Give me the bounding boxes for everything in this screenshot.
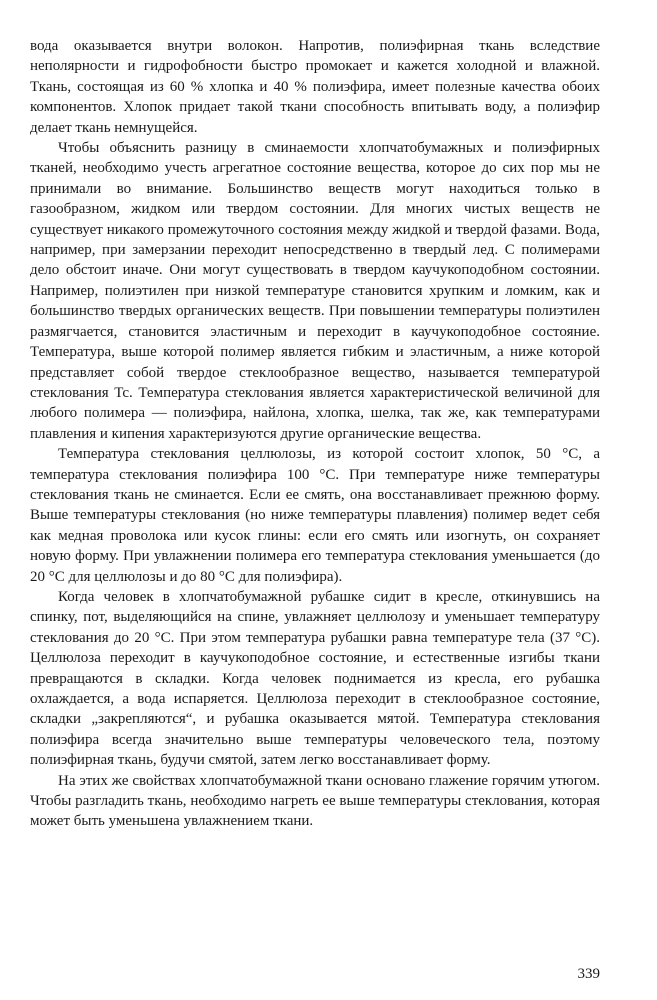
page-number: 339 bbox=[577, 966, 600, 982]
paragraph-3: Температура стеклования целлюлозы, из которой состоит хлопок, 50 °C, а температура стеклования полиэфира 100 °C. При температуре ниже температуры стеклования ткань не сминается. Если ее смять, она восстанавливает прежнюю форму. Выше температуры стеклования (но ниже температуры плавления) полимер ведет себя как медная проволока или кусок глины: если его смять или изогнуть, он сохраняет новую форму. При увлажнении полимера его температура стеклования уменьшается (до 20 °C для целлюлозы и до 80 °C для полиэфира). bbox=[30, 446, 600, 585]
paragraph-4: Когда человек в хлопчатобумажной рубашке сидит в кресле, откинувшись на спинку, пот, выделяющийся на спине, увлажняет целлюлозу и уменьшает температуру стеклования до 20 °C. При этом температура рубашки равна температуре тела (37 °C). Целлюлоза переходит в каучукоподобное состояние, и естественные изгибы ткани превращаются в складки. Когда человек поднимается из кресла, его рубашка охлаждается, а вода испаряется. Целлюлоза переходит в стеклообразное состояние, складки „закрепляются“, и рубашка оказывается мятой. Температура стеклования полиэфира всегда значительно выше температуры человеческого тела, поэтому полиэфирная ткань, будучи смятой, затем легко восстанавливает форму. bbox=[30, 588, 600, 769]
paragraph-5: На этих же свойствах хлопчатобумажной ткани основано глажение горячим утюгом. Чтобы разгладить ткань, необходимо нагреть ее выше температуры стеклования, которая может быть уменьшена увлажнением ткани. bbox=[30, 772, 600, 830]
paragraph-1: вода оказывается внутри волокон. Напротив, полиэфирная ткань вследствие неполярности и гидрофобности быстро промокает и кажется холодной и влажной. Ткань, состоящая из 60 % хлопка и 40 % полиэфира, имеет полезные качества обоих компонентов. Хлопок придает такой ткани способность впитывать воду, а полиэфир делает ткань немнущейся. bbox=[30, 38, 600, 136]
page-body bbox=[30, 36, 600, 832]
paragraph-2: Чтобы объяснить разницу в сминаемости хлопчатобумажных и полиэфирных тканей, необходимо учесть агрегатное состояние вещества, которое до сих пор мы не принимали во внимание. Большинство веществ могут находиться только в газообразном, жидком или твердом состоянии. Для многих чистых веществ не существует никакого промежуточного состояния между жидкой и твердой фазами. Вода, например, при замерзании переходит непосредственно в твердый лед. С полимерами дело обстоит иначе. Они могут существовать в твердом каучукоподобном состоянии. Например, полиэтилен при низкой температуре становится хрупким и ломким, как и большинство твердых органических веществ. При повышении температуры полиэтилен размягчается, становится эластичным и переходит в каучукоподобное состояние. Температура, выше которой полимер является гибким и эластичным, а ниже которой представляет собой твердое стеклообразное вещество, называется температурой стеклования Tc. Температура стеклования является характеристической величиной для любого полимера — полиэфира, найлона, хлопка, шелка, так же, как температурами плавления и кипения характеризуются другие органические вещества. bbox=[30, 140, 600, 442]
